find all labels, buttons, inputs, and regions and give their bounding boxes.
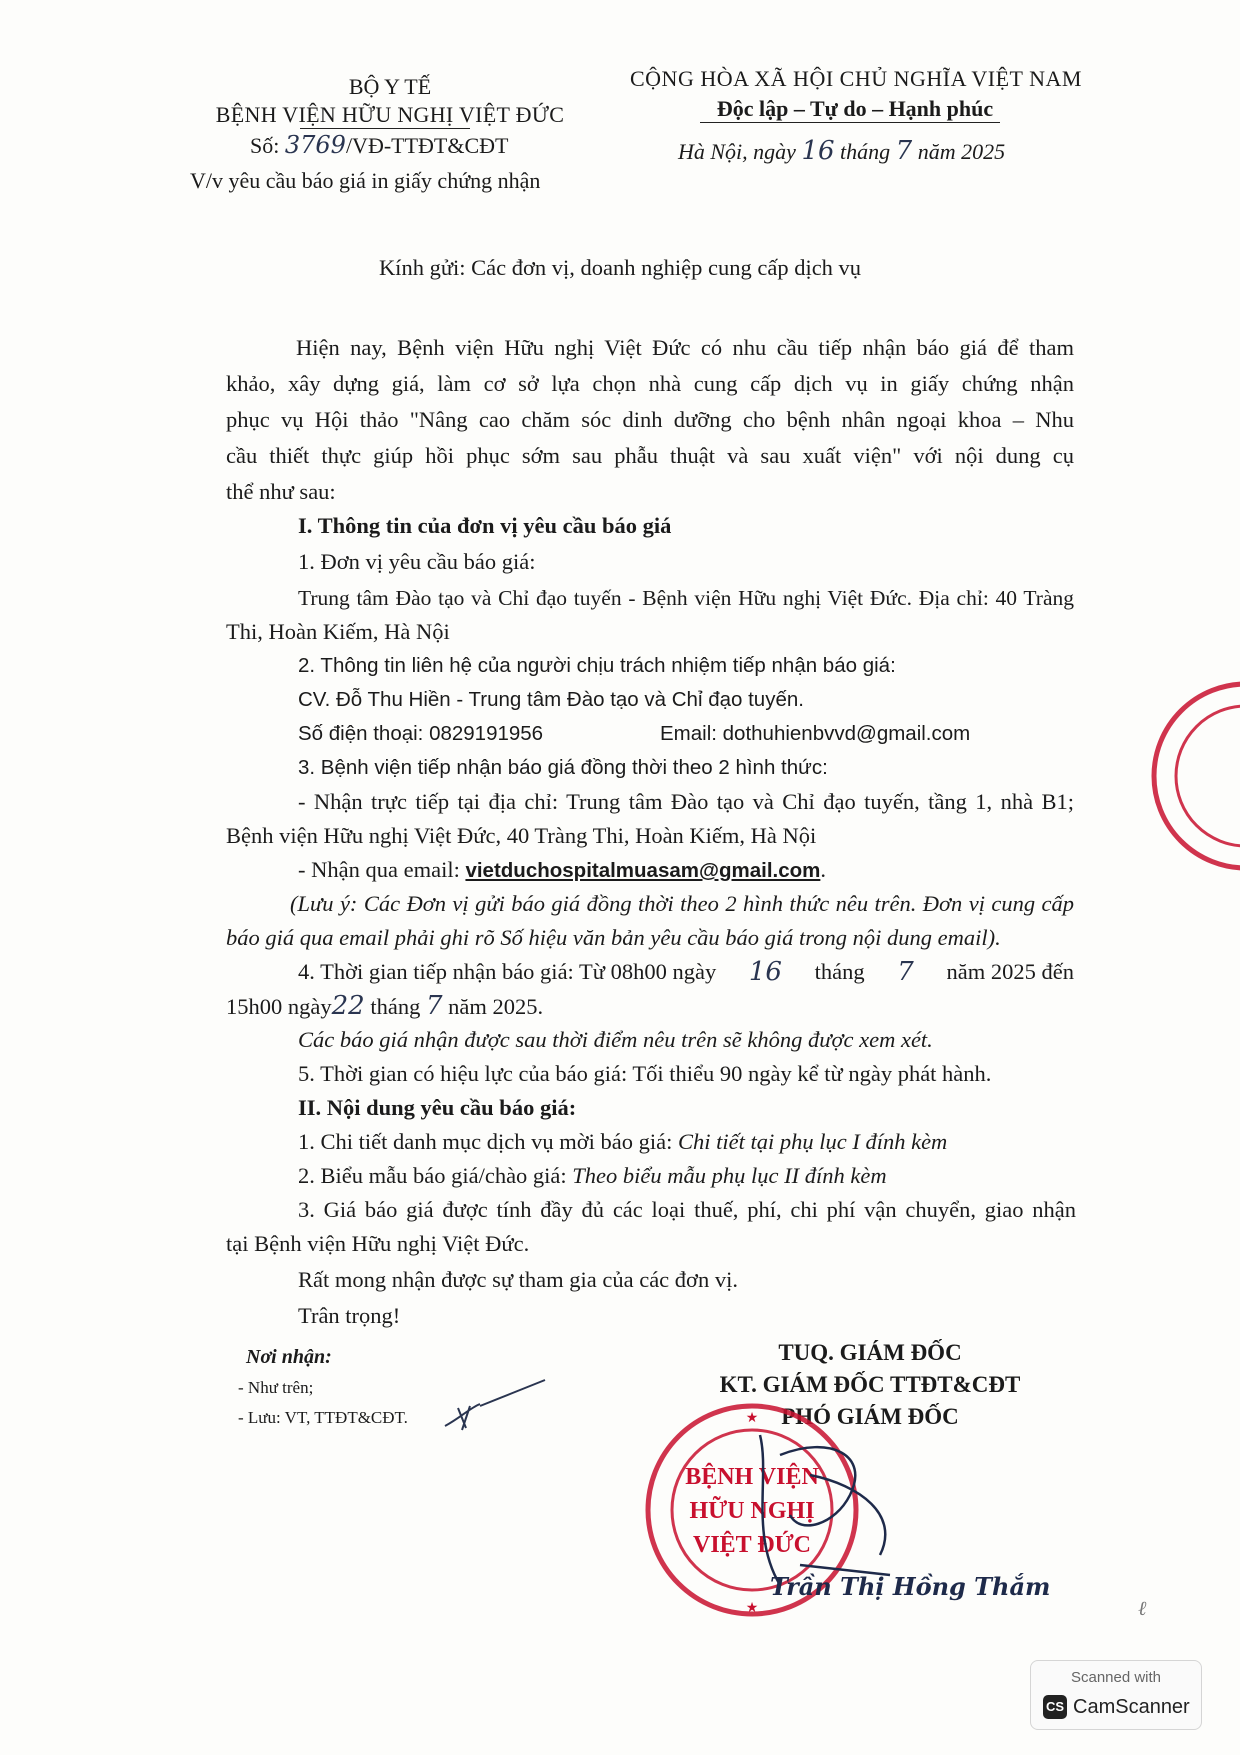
reference-number-handwritten: 3769 bbox=[284, 131, 346, 159]
stamp-star-bottom: ★ bbox=[745, 1601, 759, 1616]
camscanner-logo-icon: CS bbox=[1043, 1695, 1067, 1719]
date-year: năm 2025 bbox=[917, 139, 1006, 164]
closing-line-2: Trân trọng! bbox=[298, 1303, 401, 1328]
email-submission-prefix: - Nhận qua email: bbox=[298, 857, 466, 882]
signature-title-2: KT. GIÁM ĐỐC TTĐT&CĐT bbox=[719, 1372, 1021, 1397]
section-2-item-3-line-2: tại Bệnh viện Hữu nghị Việt Đức. bbox=[226, 1231, 530, 1256]
stamp-line-2: HỮU NGHỊ bbox=[689, 1498, 815, 1524]
country-name: CỘNG HÒA XÃ HỘI CHỦ NGHĨA VIỆT NAM bbox=[630, 66, 1082, 91]
closing-line-1: Rất mong nhận được sự tham gia của các đơn vị. bbox=[298, 1267, 738, 1292]
section-1-email-submission bbox=[298, 854, 826, 887]
ministry-name: BỘ Y TẾ bbox=[348, 74, 432, 99]
partial-stamp-edge bbox=[1136, 676, 1240, 876]
section-2-item-3-line-1: 3. Giá báo giá được tính đầy đủ các loại thuế, phí, chi phí vận chuyển, giao nhận bbox=[298, 1197, 1076, 1222]
stamp-line-3: VIỆT ĐỨC bbox=[692, 1532, 812, 1558]
date-month-handwritten: 7 bbox=[895, 136, 913, 166]
section-2-heading: II. Nội dung yêu cầu báo giá: bbox=[298, 1095, 577, 1120]
stray-hand-mark: ℓ bbox=[1138, 1596, 1147, 1620]
intro-line-3: phục vụ Hội thảo "Nâng cao chăm sóc dinh dưỡng cho bệnh nhân ngoại khoa – Nhu bbox=[226, 407, 1074, 432]
submission-email-link[interactable]: vietduchospitalmuasam@gmail.com bbox=[465, 859, 821, 882]
item-4-to-text: 15h00 ngày bbox=[226, 994, 332, 1019]
item-4-from-year: năm 2025 đến bbox=[946, 959, 1074, 984]
contact-email: Email: dothuhienbvvd@gmail.com bbox=[660, 722, 971, 745]
handwritten-initial-mark bbox=[440, 1378, 550, 1438]
section-1-heading: I. Thông tin của đơn vị yêu cầu báo giá bbox=[298, 513, 672, 538]
recipients-title: Nơi nhận: bbox=[246, 1346, 332, 1368]
signature-title-1: TUQ. GIÁM ĐỐC bbox=[778, 1340, 962, 1365]
section-2-item-1-italic: Chi tiết tại phụ lục I đính kèm bbox=[677, 1129, 948, 1154]
recipients-line-2: - Lưu: VT, TTĐT&CĐT. bbox=[238, 1408, 408, 1427]
item-4-from-day-handwritten: 16 bbox=[748, 957, 782, 987]
item-4-from-month-label: tháng bbox=[814, 959, 865, 984]
section-1-contact-person: CV. Đỗ Thu Hiền - Trung tâm Đào tạo và Chỉ đạo tuyến. bbox=[298, 688, 804, 711]
camscanner-badge-top-text: Scanned with bbox=[1070, 1669, 1162, 1686]
intro-line-4: cầu thiết thực giúp hồi phục sớm sau phẫu thuật và sau xuất viện" với nội dung cụ bbox=[226, 443, 1074, 468]
note-line-2: báo giá qua email phải ghi rõ Số hiệu văn bản yêu cầu báo giá trong nội dung email). bbox=[226, 925, 1001, 950]
section-2-item-1 bbox=[298, 1126, 947, 1158]
section-1-item-4-line-1 bbox=[298, 956, 1074, 988]
item-4-note: Các báo giá nhận được sau thời điểm nêu trên sẽ không được xem xét. bbox=[298, 1027, 933, 1052]
section-1-direct-line-2: Bệnh viện Hữu nghị Việt Đức, 40 Tràng Thi, Hoàn Kiếm, Hà Nội bbox=[226, 823, 817, 848]
stamp-star-top: ★ bbox=[745, 1411, 759, 1426]
contact-phone: Số điện thoại: 0829191956 bbox=[298, 722, 544, 745]
section-1-item-2-label: 2. Thông tin liên hệ của người chịu trách nhiệm tiếp nhận báo giá: bbox=[298, 654, 896, 677]
date-day-handwritten: 16 bbox=[801, 136, 835, 166]
item-4-to-month-label: tháng bbox=[370, 994, 421, 1019]
note-line-1: (Lưu ý: Các Đơn vị gửi báo giá đồng thời theo 2 hình thức nêu trên. Đơn vị cung cấp bbox=[290, 891, 1074, 916]
item-4-to-month-handwritten: 7 bbox=[425, 991, 443, 1021]
intro-line-2: khảo, xây dựng giá, làm cơ sở lựa chọn nhà cung cấp dịch vụ in giấy chứng nhận bbox=[226, 371, 1074, 396]
document-subject: V/v yêu cầu báo giá in giấy chứng nhận bbox=[190, 168, 541, 193]
email-submission-suffix: . bbox=[820, 857, 826, 882]
section-1-direct-line-1: - Nhận trực tiếp tại địa chỉ: Trung tâm Đào tạo và Chỉ đạo tuyến, tầng 1, nhà B1; bbox=[298, 789, 1074, 814]
camscanner-badge bbox=[1030, 1660, 1202, 1730]
section-2-item-2-text: 2. Biểu mẫu báo giá/chào giá: bbox=[298, 1163, 573, 1188]
section-1-item-5: 5. Thời gian có hiệu lực của báo giá: Tối thiểu 90 ngày kể từ ngày phát hành. bbox=[298, 1061, 992, 1086]
section-2-item-2-italic: Theo biểu mẫu phụ lục II đính kèm bbox=[572, 1163, 887, 1188]
motto-underline bbox=[700, 122, 1000, 123]
item-4-from-month-handwritten: 7 bbox=[897, 957, 914, 987]
item-4-to-year: năm 2025. bbox=[448, 994, 544, 1019]
reference-suffix: /VĐ-TTĐT&CĐT bbox=[345, 133, 509, 158]
intro-line-5: thể như sau: bbox=[226, 479, 336, 504]
recipient-line: Kính gửi: Các đơn vị, doanh nghiệp cung cấp dịch vụ bbox=[378, 255, 862, 280]
stamp-line-1: BỆNH VIỆN bbox=[685, 1464, 819, 1490]
item-4-from-text: 4. Thời gian tiếp nhận báo giá: Từ 08h00 ngày bbox=[298, 959, 717, 984]
section-2-item-2 bbox=[298, 1160, 887, 1192]
item-4-to-day-handwritten: 22 bbox=[331, 991, 365, 1021]
section-1-item-1-line-1: Trung tâm Đào tạo và Chỉ đạo tuyến - Bệnh viện Hữu nghị Việt Đức. Địa chỉ: 40 Tràng bbox=[298, 586, 1074, 610]
section-2-item-1-text: 1. Chi tiết danh mục dịch vụ mời báo giá: bbox=[298, 1129, 678, 1154]
hospital-name-underline bbox=[300, 128, 470, 129]
recipients-line-1: - Như trên; bbox=[238, 1378, 314, 1397]
hospital-name: BỆNH VIỆN HỮU NGHỊ VIỆT ĐỨC bbox=[215, 102, 565, 127]
reference-prefix: Số: bbox=[250, 133, 280, 158]
date-month-label: tháng bbox=[840, 139, 891, 164]
document-reference bbox=[250, 130, 508, 161]
signature-title-3: PHÓ GIÁM ĐỐC bbox=[781, 1404, 959, 1429]
section-1-item-4-line-2 bbox=[226, 990, 543, 1023]
intro-line-1: Hiện nay, Bệnh viện Hữu nghị Việt Đức có nhu cầu tiếp nhận báo giá để tham bbox=[296, 335, 1074, 360]
signer-name: Trần Thị Hồng Thắm bbox=[770, 1572, 1051, 1601]
camscanner-name: CamScanner bbox=[1073, 1696, 1190, 1718]
section-1-item-1-label: 1. Đơn vị yêu cầu báo giá: bbox=[298, 549, 536, 574]
section-1-item-3-label: 3. Bệnh viện tiếp nhận báo giá đồng thời theo 2 hình thức: bbox=[298, 756, 828, 779]
section-1-item-1-line-2: Thi, Hoàn Kiếm, Hà Nội bbox=[226, 619, 450, 644]
issue-date bbox=[678, 136, 1005, 167]
national-motto: Độc lập – Tự do – Hạnh phúc bbox=[716, 96, 994, 121]
date-prefix: Hà Nội, ngày bbox=[678, 139, 796, 164]
